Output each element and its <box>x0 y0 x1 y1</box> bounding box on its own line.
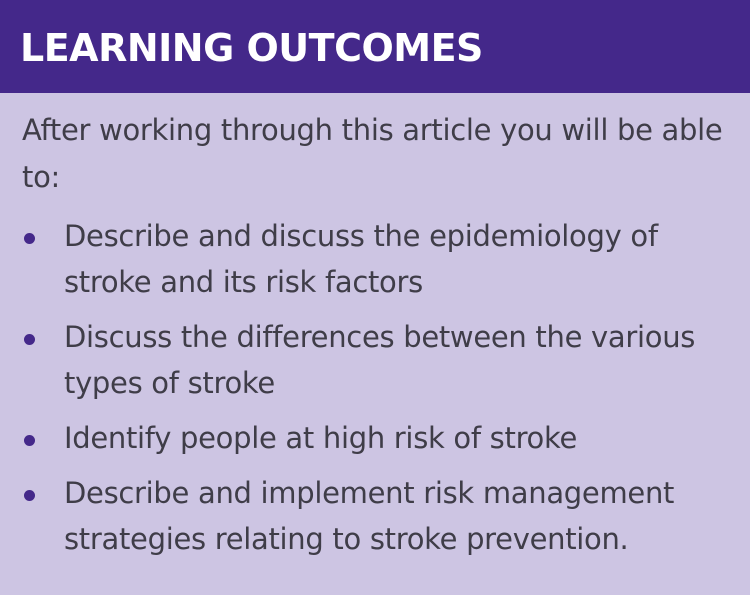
list-item <box>22 213 738 305</box>
outcome-text: Identify people at high risk of stroke <box>64 421 577 455</box>
content-area <box>0 93 750 562</box>
intro-text: After working through this article you will be able to: <box>22 113 723 194</box>
outcome-text: Describe and discuss the epidemiology of stroke and its risk factors <box>64 219 658 299</box>
bullet-icon <box>24 334 35 345</box>
bullet-icon <box>24 490 35 501</box>
outcomes-list <box>22 213 738 562</box>
bullet-icon <box>24 435 35 446</box>
outcome-text: Discuss the differences between the various types of stroke <box>64 320 696 400</box>
list-item <box>22 314 738 406</box>
header-bar <box>0 0 750 93</box>
outcome-text: Describe and implement risk management strategies relating to stroke prevention. <box>64 476 675 556</box>
list-item <box>22 415 738 461</box>
list-item <box>22 470 738 562</box>
bullet-icon <box>24 233 35 244</box>
header-title: LEARNING OUTCOMES <box>20 25 483 70</box>
